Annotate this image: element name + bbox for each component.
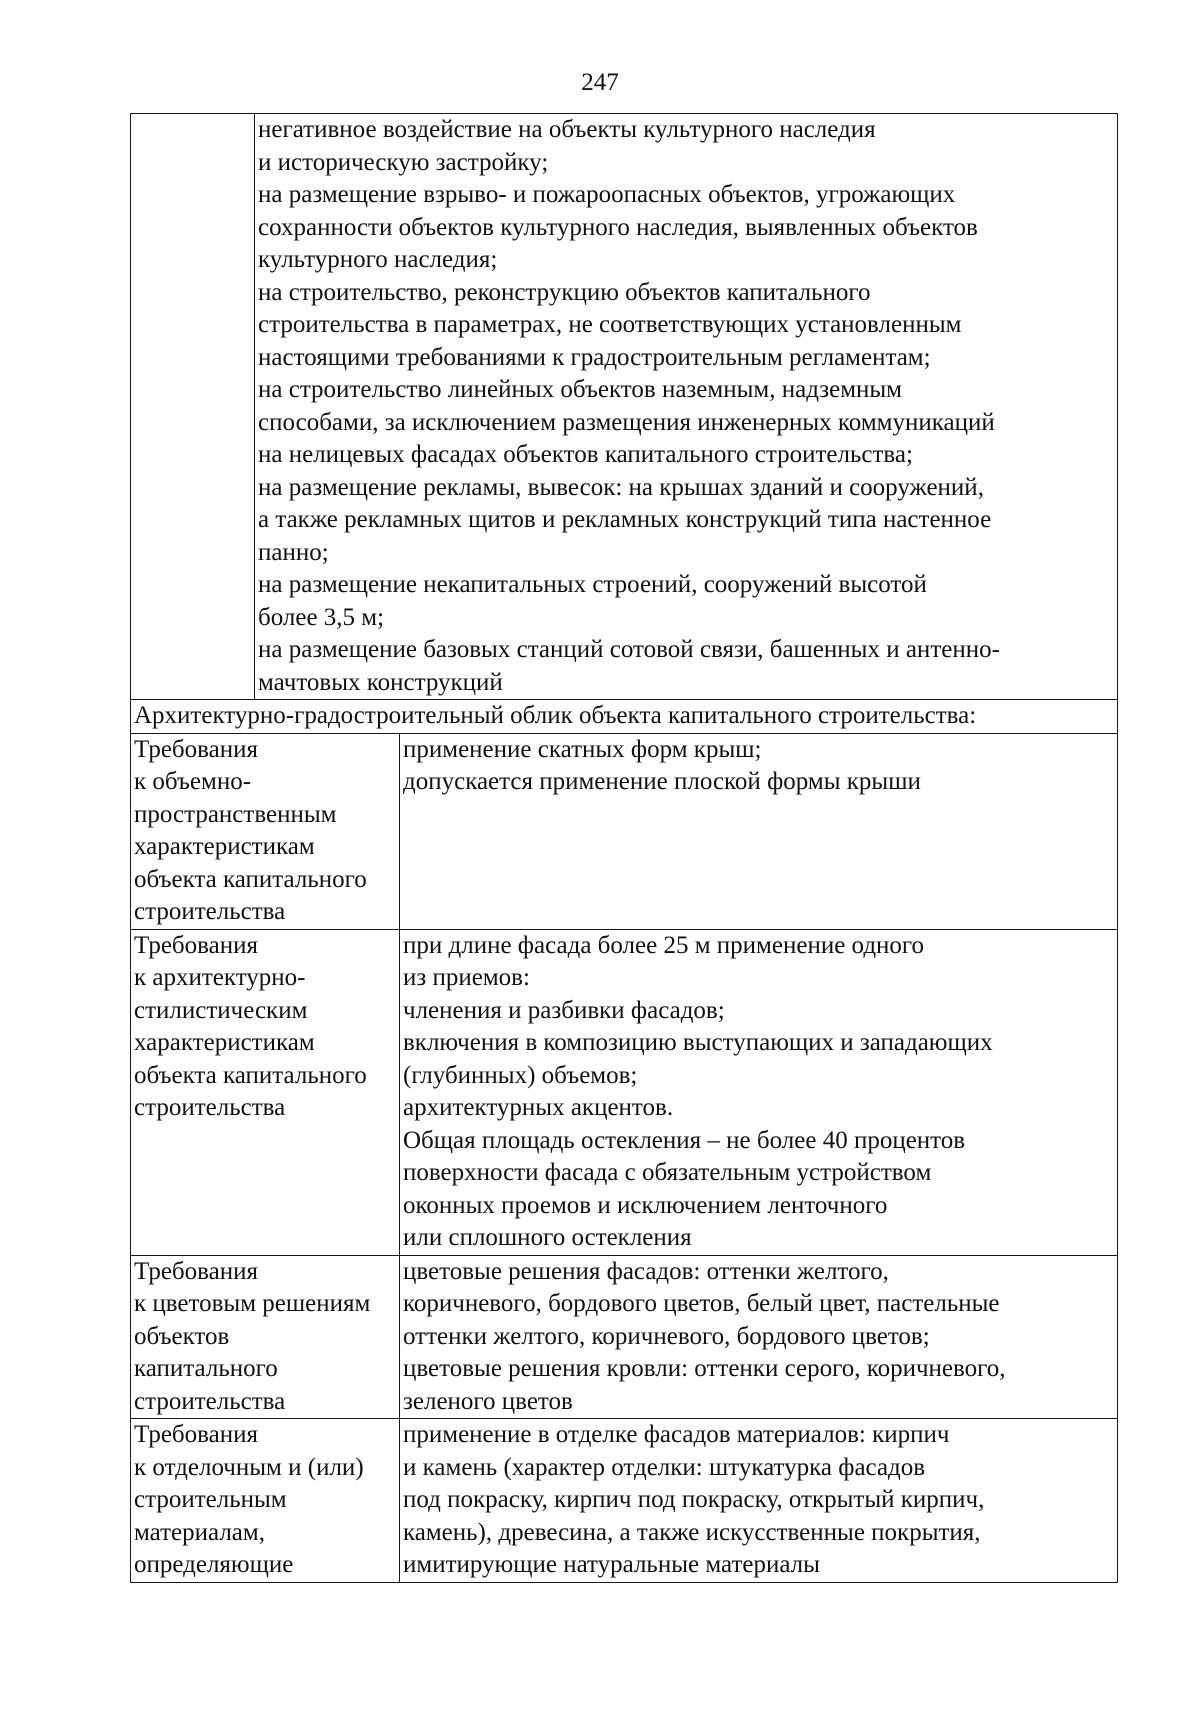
label-line: Требования (134, 931, 258, 959)
requirement-label-cell (131, 1255, 400, 1419)
text-line: на размещение рекламы, вывесок: на крышах зданий и сооружений, (258, 473, 984, 501)
text-line: более 3,5 м; (258, 603, 385, 631)
text-line: на нелицевых фасадах объектов капитального строительства; (258, 441, 913, 468)
text-line: применение в отделке фасадов материалов: кирпич (403, 1421, 950, 1448)
text-line: цветовые решения кровли: оттенки серого, коричневого, (403, 1355, 1006, 1382)
text-line: на размещение взрыво- и пожароопасных объектов, угрожающих (258, 181, 956, 208)
label-line: Требования (134, 1257, 258, 1285)
label-line: материалам, (134, 1518, 265, 1546)
text-line: строительства в параметрах, не соответствующих установленным (258, 311, 962, 338)
table-row (131, 1419, 1118, 1583)
text-line: из приемов: (403, 964, 530, 991)
label-line: определяющие (134, 1551, 294, 1578)
label-line: Требования (134, 1421, 258, 1448)
text-line: при длине фасада более 25 м применение одного (403, 931, 925, 959)
section-heading-text: Архитектурно-градостроительный облик объекта капитального строительства: (134, 702, 977, 729)
label-line: объекта капитального (134, 1061, 367, 1089)
text-line: применение скатных форм крыш; (403, 735, 762, 763)
label-line: строительства (134, 1387, 286, 1415)
text-line: на размещение базовых станций сотовой связи, башенных и антенно- (258, 636, 1000, 663)
text-line: под покраску, кирпич под покраску, открытый кирпич, (403, 1486, 985, 1513)
label-line: характеристикам (134, 1029, 315, 1056)
label-line: к объемно- (134, 768, 252, 795)
text-line: допускается применение плоской формы крыши (403, 768, 921, 795)
label-line: строительным (134, 1486, 287, 1513)
text-line: или сплошного остекления (403, 1224, 692, 1251)
requirement-label-cell (131, 929, 400, 1255)
text-line: и камень (характер отделки: штукатурка фасадов (403, 1453, 926, 1481)
requirement-content-cell (400, 929, 1118, 1255)
requirement-label-cell (131, 733, 400, 929)
label-line: Требования (134, 735, 258, 763)
label-line: характеристикам (134, 833, 315, 860)
label-line: стилистическим (134, 996, 308, 1024)
text-line: коричневого, бордового цветов, белый цвет, пастельные (403, 1290, 1000, 1317)
section-heading (131, 700, 1118, 734)
text-line: (глубинных) объемов; (403, 1061, 638, 1089)
table-row-section-heading (131, 700, 1118, 734)
label-line: к отделочным и (или) (134, 1453, 364, 1481)
text-line: членения и разбивки фасадов; (403, 996, 725, 1024)
text-line: настоящими требованиями к градостроительным регламентам; (258, 343, 931, 371)
requirement-content-cell (400, 1255, 1118, 1419)
label-line: пространственным (134, 800, 337, 828)
requirement-label-cell (131, 1419, 400, 1583)
requirement-content-cell (400, 733, 1118, 929)
empty-label-cell (131, 114, 255, 700)
label-line: строительства (134, 898, 286, 925)
text-line: архитектурных акцентов. (403, 1094, 674, 1121)
text-line: сохранности объектов культурного наследия, выявленных объектов (258, 213, 978, 241)
text-line: камень), древесина, а также искусственные покрытия, (403, 1518, 981, 1546)
text-line: зеленого цветов (403, 1387, 573, 1415)
page-number: 247 (581, 69, 619, 96)
text-line: на строительство линейных объектов наземным, надземным (258, 376, 903, 403)
table-row-continuation (131, 114, 1118, 700)
text-line: на строительство, реконструкцию объектов капитального (258, 278, 871, 306)
table-row (131, 733, 1118, 929)
text-line: включения в композицию выступающих и западающих (403, 1029, 993, 1056)
label-line: строительства (134, 1094, 286, 1121)
label-line: к архитектурно- (134, 964, 306, 991)
continuation-cell (255, 114, 1118, 700)
text-line: способами, за исключением размещения инженерных коммуникаций (258, 408, 995, 436)
text-line: культурного наследия; (258, 246, 498, 273)
text-line: и историческую застройку; (258, 148, 549, 176)
text-line: поверхности фасада с обязательным устройством (403, 1159, 932, 1186)
text-line: Общая площадь остекления – не более 40 процентов (403, 1126, 966, 1154)
text-line: оконных проемов и исключением ленточного (403, 1191, 888, 1219)
label-line: объекта капитального (134, 865, 367, 893)
label-line: капитального (134, 1355, 278, 1382)
requirement-content-cell (400, 1419, 1118, 1583)
text-line: имитирующие натуральные материалы (403, 1551, 820, 1578)
table-row (131, 929, 1118, 1255)
label-line: объектов (134, 1322, 230, 1350)
text-line: негативное воздействие на объекты культурного наследия (258, 116, 876, 143)
text-line: панно; (258, 538, 329, 566)
table-row (131, 1255, 1118, 1419)
label-line: к цветовым решениям (134, 1290, 371, 1317)
text-line: а также рекламных щитов и рекламных конструкций типа настенное (258, 506, 992, 533)
text-line: мачтовых конструкций (258, 668, 503, 696)
regulation-table (130, 113, 1118, 1583)
text-line: цветовые решения фасадов: оттенки желтого, (403, 1257, 889, 1285)
text-line: оттенки желтого, коричневого, бордового цветов; (403, 1322, 930, 1350)
text-line: на размещение некапитальных строений, сооружений высотой (258, 571, 927, 598)
